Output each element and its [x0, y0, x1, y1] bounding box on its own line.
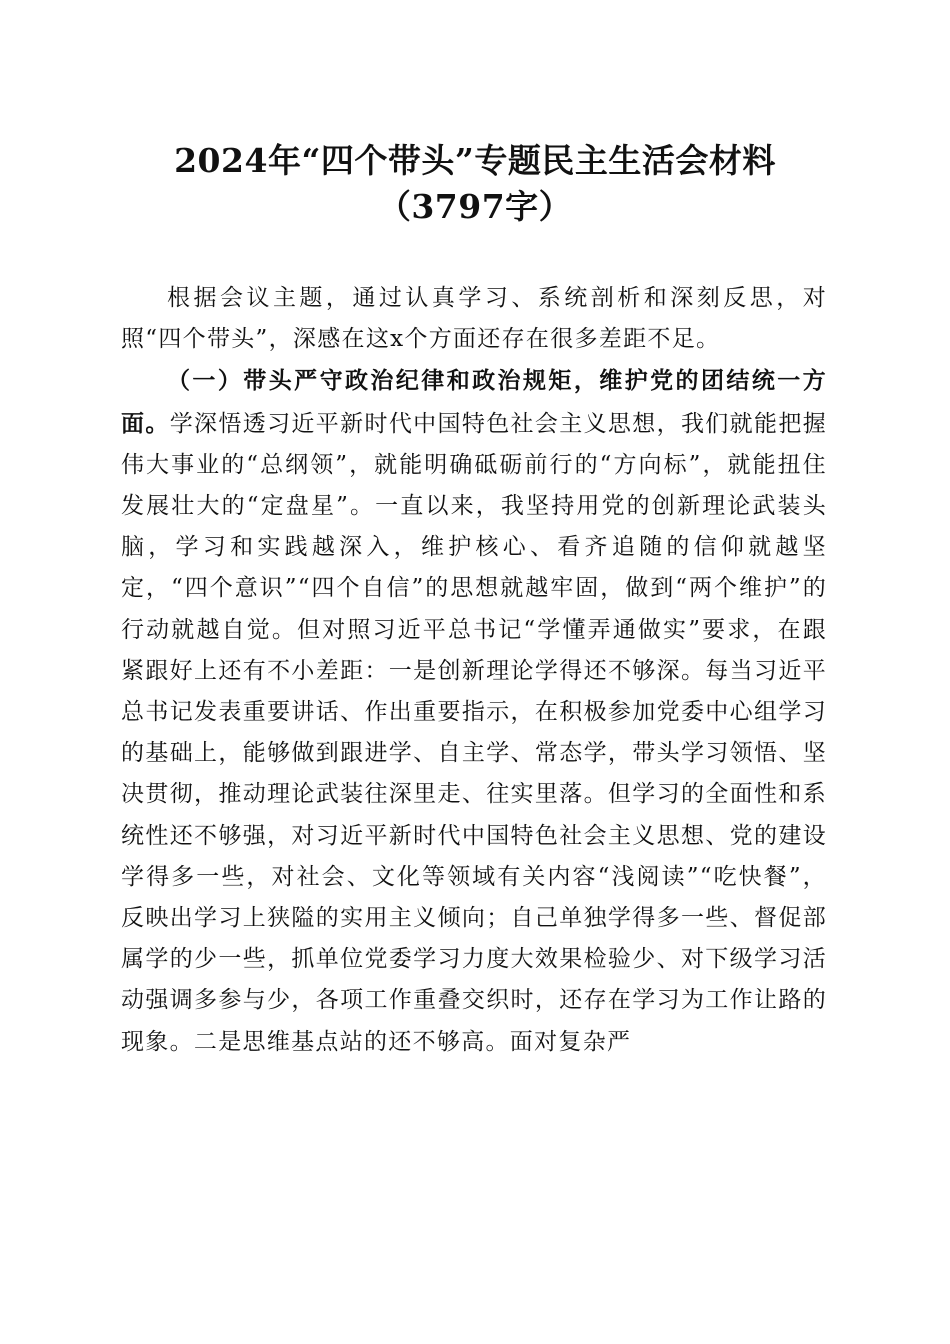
intro-paragraph: 根据会议主题，通过认真学习、系统剖析和深刻反思，对照“四个带头”，深感在这x个方面还存在很多差距不足。: [121, 285, 827, 353]
section-1-heading: （一）带头严守政治纪律和政治规矩，维护党的团结统一方面。: [121, 367, 827, 437]
title-line-main: 2024年“四个带头”专题民主生活会材料: [174, 141, 776, 180]
document-body: [121, 278, 827, 1063]
section-1-paragraph: [121, 360, 827, 1062]
document-title: [100, 138, 850, 230]
title-line-wordcount: （3797字）: [377, 187, 573, 226]
section-1-body: 学深悟透习近平新时代中国特色社会主义思想，我们就能把握伟大事业的“总纲领”，就能明确砥砺前行的“方向标”，就能扭住发展壮大的“定盘星”。一直以来，我坚持用党的创新理论武装头脑，学习和实践越深入，维护核心、看齐追随的信仰就越坚定，“四个意识”“四个自信”的思想就越牢固，做到“两个维护”的行动就越自觉。但对照习近平总书记“学懂弄通做实”要求，在跟紧跟好上还有不小差距：一是创新理论学得还不够深。每当习近平总书记发表重要讲话、作出重要指示，在积极参加党委中心组学习的基础上，能够做到跟进学、自主学、常态学，带头学习领悟、坚决贯彻，推动理论武装往深里走、往实里落。但学习的全面性和系统性还不够强，对习近平新时代中国特色社会主义思想、党的建设学得多一些，对社会、文化等领域有关内容“浅阅读”“吃快餐”，反映出学习上狭隘的实用主义倾向；自己单独学得多一些、督促部属学的少一些，抓单位党委学习力度大效果检验少、对下级学习活动强调多参与少，各项工作重叠交织时，还存在学习为工作让路的现象。二是思维基点站的还不够高。面对复杂严: [121, 410, 827, 1055]
